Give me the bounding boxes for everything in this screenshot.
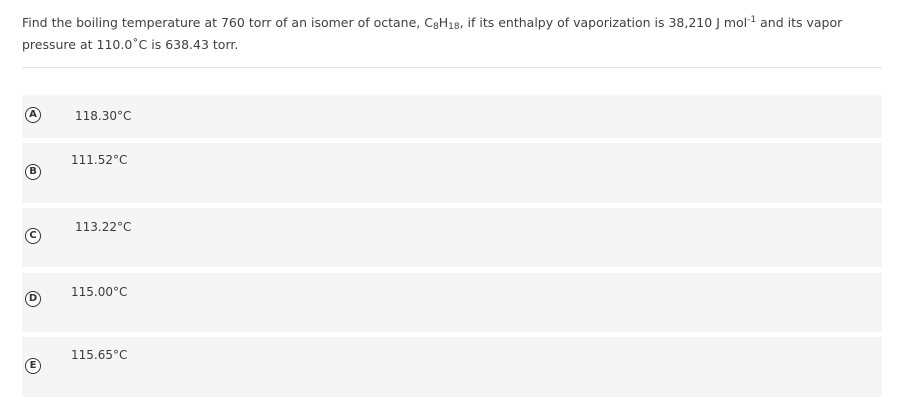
option-b-text: 111.52°C [71,153,128,167]
option-d-text: 115.00°C [71,285,128,299]
option-letter-d-icon: D [25,291,41,307]
question-text [22,12,887,56]
divider [22,67,882,68]
answer-option-c[interactable] [22,208,882,267]
answer-option-b[interactable] [22,143,882,203]
option-letter-c-icon: C [25,228,41,244]
superscript-exponent: -1 [747,15,757,25]
option-letter-b-icon: B [25,164,41,180]
option-a-text: 118.30°C [75,109,132,123]
question-text-part: , if its enthalpy of vaporization is 38,210 J mol [459,15,748,30]
question-text-part: and its vapor pressure at 110.0˚C is 638.43 torr. [22,15,843,52]
subscript-hydrogen-count: 18 [448,22,460,32]
option-e-text: 115.65°C [71,348,128,362]
question-text-part: H [438,15,449,30]
question-text-part: Find the boiling temperature at 760 torr of an isomer of octane, C [22,15,433,30]
answer-option-e[interactable] [22,337,882,397]
option-letter-a-icon: A [25,107,41,123]
subscript-carbon-count: 8 [432,22,439,32]
option-c-text: 113.22°C [75,220,132,234]
answer-option-a[interactable] [22,95,882,138]
option-letter-e-icon: E [25,358,41,374]
answer-option-d[interactable] [22,273,882,332]
